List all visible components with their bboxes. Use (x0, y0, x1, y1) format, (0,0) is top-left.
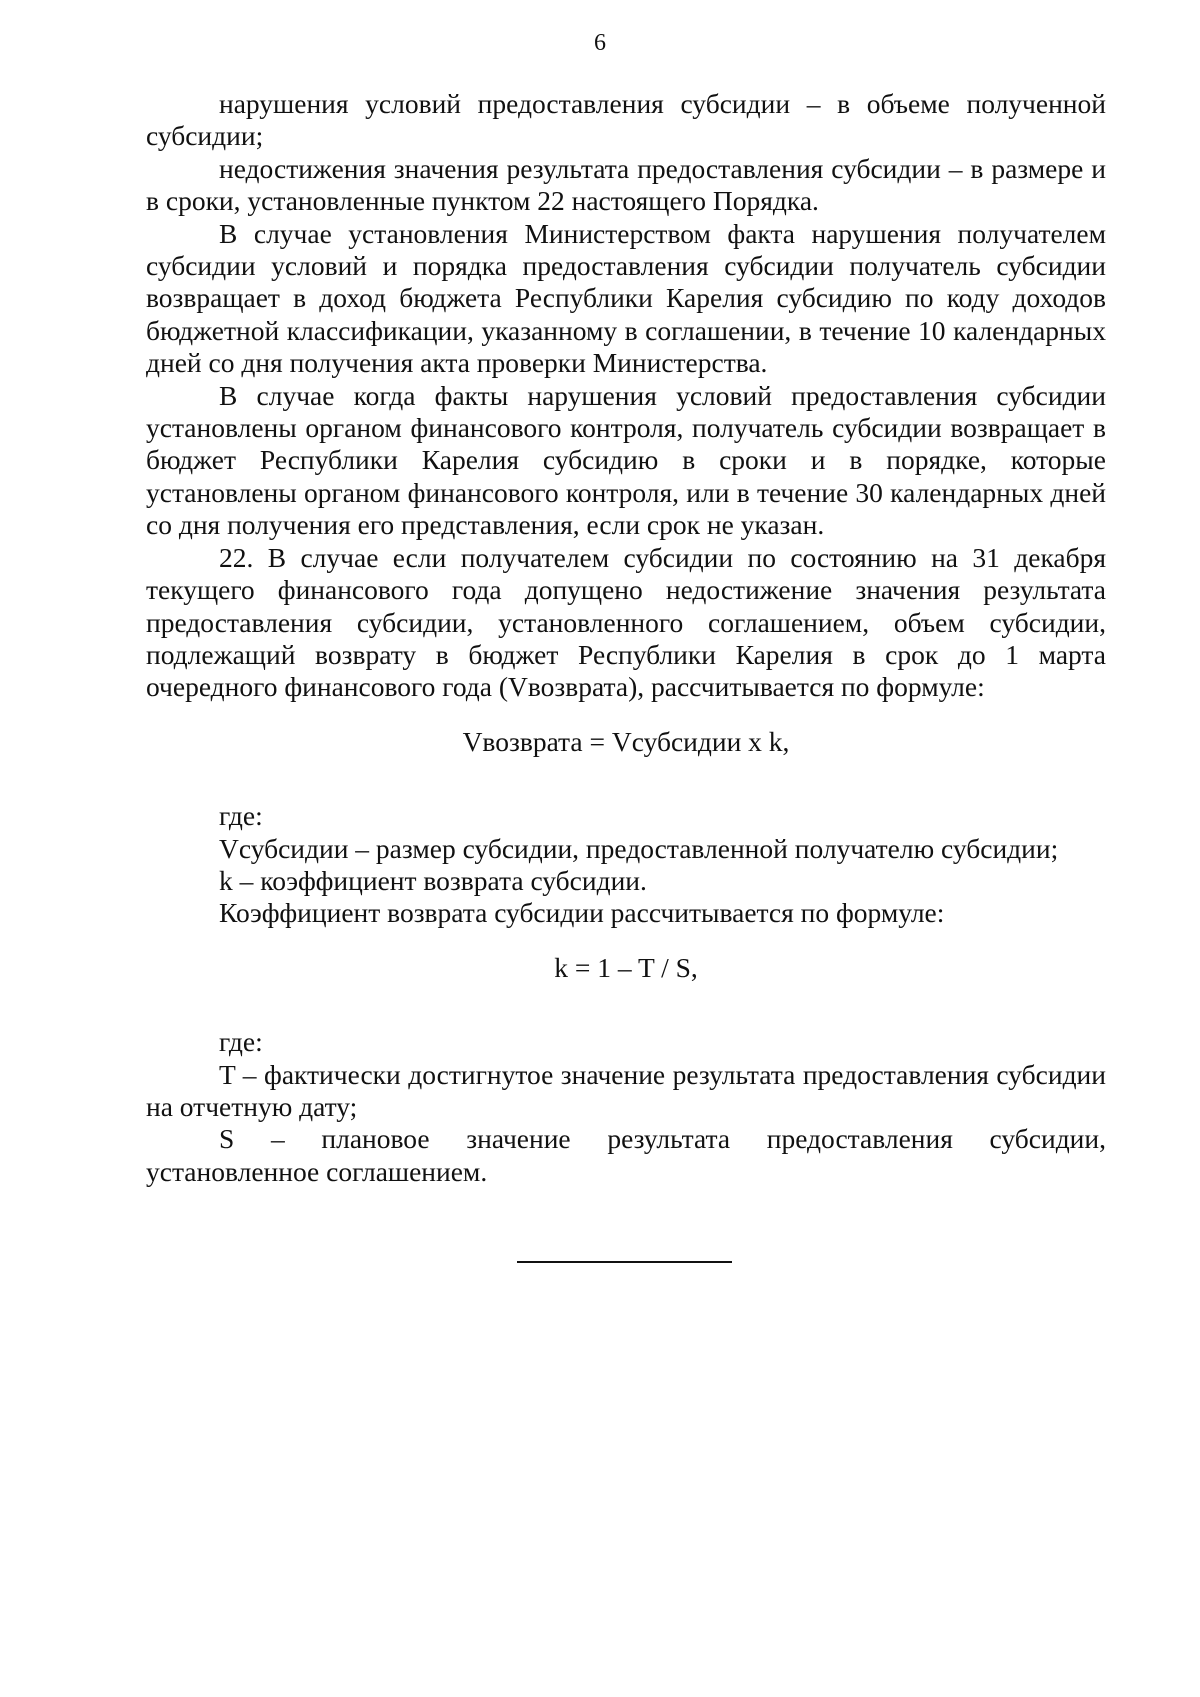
paragraph-ministry-violation: В случае установления Министерством факта нарушения получателем субсидии условий и порядка предоставления субсидии получатель субсидии возвращает в доход бюджета Республики Карелия субсидию по коду доходов бюджетной классификации, указанному в соглашении, в течение 10 календарных дней со дня получения акта проверки Министерства. (146, 217, 1106, 379)
definition-t: T – фактически достигнутое значение результата предоставления субсидии на отчетную дату; (146, 1058, 1106, 1122)
where-label: где: (219, 800, 263, 832)
document-body (146, 88, 1106, 1188)
paragraph-22: 22. В случае если получателем субсидии по состоянию на 31 декабря текущего финансового года допущено недостижение значения результата предоставления субсидии, установленного соглашением, объем субсидии, подлежащий возврату в бюджет Республики Карелия в срок до 1 марта очередного финансового года (Vвозврата), рассчитывается по формуле: (146, 541, 1106, 703)
where-label-2: где: (219, 1026, 263, 1058)
paragraph-financial-control: В случае когда факты нарушения условий предоставления субсидии установлены органом финансового контроля, получатель субсидии возвращает в бюджет Республики Карелия субсидию в сроки и в порядке, которые установлены органом финансового контроля, или в течение 30 календарных дней со дня получения его представления, если срок не указан. (146, 379, 1106, 541)
definition-s: S – плановое значение результата предоставления субсидии, установленное соглашением. (146, 1123, 1106, 1187)
definition-v-subsidy: Vсубсидии – размер субсидии, предоставленной получателю субсидии; (219, 832, 1059, 864)
paragraph-violation-conditions: нарушения условий предоставления субсидии – в объеме полученной субсидии; (146, 88, 1106, 152)
formula-coefficient: k = 1 – T / S, (554, 951, 698, 983)
page-number: 6 (594, 30, 606, 56)
end-divider (517, 1261, 732, 1263)
paragraph-non-achievement: недостижения значения результата предоставления субсидии – в размере и в сроки, установленные пунктом 22 настоящего Порядка. (146, 152, 1106, 217)
formula-return-volume: Vвозврата = Vсубсидии x k, (462, 725, 790, 757)
definition-k: k – коэффициент возврата субсидии. (219, 864, 647, 896)
coefficient-intro: Коэффициент возврата субсидии рассчитывается по формуле: (219, 897, 945, 929)
